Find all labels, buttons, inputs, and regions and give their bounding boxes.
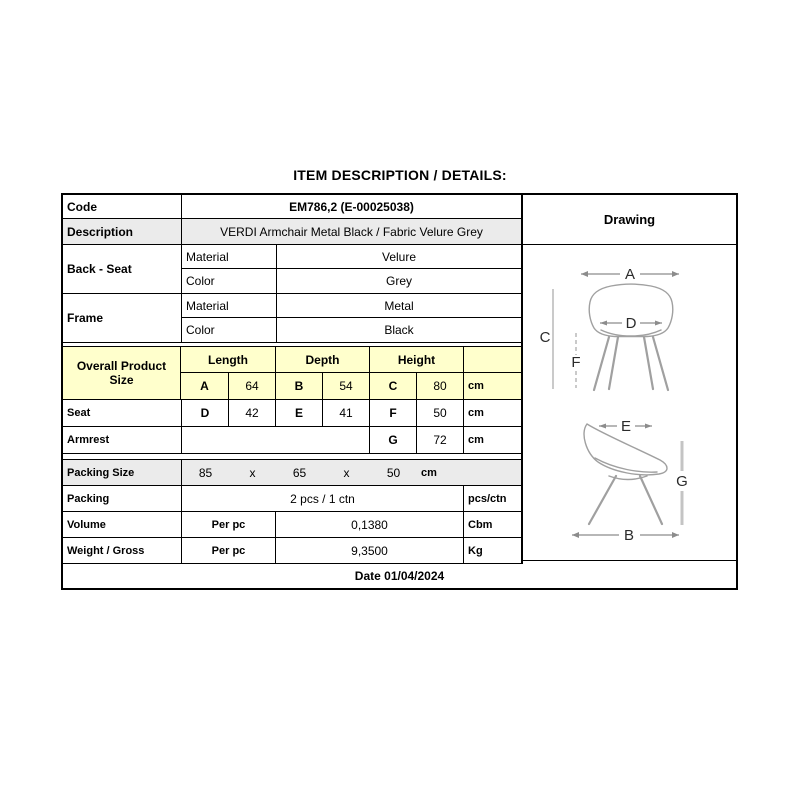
- dim-letter: G: [369, 427, 416, 453]
- packing-size-label: Packing Size: [67, 466, 135, 479]
- dim-value: 72: [416, 427, 463, 453]
- unit-label: cm: [421, 466, 437, 479]
- frame-label: Frame: [67, 311, 104, 325]
- property-name: Color: [186, 274, 215, 288]
- description-value: VERDI Armchair Metal Black / Fabric Velure Grey: [181, 219, 521, 244]
- unit-label: cm: [463, 400, 521, 426]
- date-row: Date 01/04/2024: [354, 569, 445, 583]
- dim-value: 64: [228, 373, 275, 399]
- overall-size-label: Overall Product Size: [76, 358, 167, 387]
- armrest-row: [63, 427, 521, 454]
- size-header-unit-cell: [463, 347, 521, 372]
- table-left-section: [63, 195, 521, 564]
- volume-label: Volume: [67, 518, 106, 531]
- code-label: Code: [67, 199, 97, 214]
- property-value: Black: [276, 318, 521, 342]
- packing-row: [63, 486, 521, 512]
- spec-table: [61, 193, 738, 590]
- packing-dim-value: 65: [292, 465, 307, 480]
- packing-size-row: [63, 460, 521, 486]
- drawing-column: [521, 195, 736, 564]
- dim-letter: B: [275, 373, 322, 399]
- property-name: Color: [186, 323, 215, 337]
- seat-row: [63, 400, 521, 427]
- property-value: Velure: [276, 245, 521, 268]
- dim-letter: E: [275, 400, 322, 426]
- dim-label-f: F: [571, 354, 581, 371]
- dim-label-c: C: [539, 329, 551, 346]
- volume-row: [63, 512, 521, 538]
- size-grid: [180, 347, 521, 399]
- dim-value: 41: [322, 400, 369, 426]
- dim-value: 54: [322, 373, 369, 399]
- per-pc-label: Per pc: [181, 512, 275, 537]
- back-seat-section: [63, 245, 521, 294]
- dim-value: 42: [228, 400, 275, 426]
- weight-label: Weight / Gross: [67, 544, 145, 557]
- dim-label-g: G: [676, 473, 688, 490]
- overall-size-section: [63, 347, 521, 400]
- dim-value: 80: [416, 373, 463, 399]
- dim-letter: D: [181, 400, 228, 426]
- dim-label-a: A: [624, 266, 636, 283]
- table-row: [182, 294, 521, 318]
- seat-label: Seat: [67, 407, 91, 419]
- volume-value: 0,1380: [275, 512, 463, 537]
- table-upper: [63, 195, 736, 564]
- chair-side-legs: [589, 476, 662, 524]
- dim-letter: C: [369, 373, 416, 399]
- packing-value: 2 pcs / 1 ctn: [181, 486, 463, 511]
- overall-size-values-row: [181, 373, 521, 399]
- unit-label: pcs/ctn: [463, 486, 521, 511]
- table-row: [182, 245, 521, 269]
- dim-letter: A: [200, 379, 209, 393]
- size-header-length: Length: [208, 352, 248, 367]
- drawing-header: Drawing: [523, 195, 736, 245]
- packing-dim-sep: x: [343, 465, 350, 480]
- chair-front-legs: [594, 337, 668, 390]
- packing-label: Packing: [67, 492, 110, 505]
- property-name: Material: [186, 298, 229, 313]
- dim-value: 50: [416, 400, 463, 426]
- weight-value: 9,3500: [275, 538, 463, 563]
- frame-rows: [181, 294, 521, 342]
- property-value: Metal: [276, 294, 521, 317]
- unit-label: Cbm: [463, 512, 521, 537]
- table-row: [182, 269, 521, 293]
- size-header-row: [181, 347, 521, 373]
- empty-cell: [181, 427, 369, 453]
- property-name: Material: [186, 249, 229, 264]
- dim-label-e: E: [620, 418, 632, 435]
- packing-size-values: [181, 460, 521, 485]
- table-row: [182, 318, 521, 342]
- table-row: [63, 195, 521, 219]
- back-seat-rows: [181, 245, 521, 293]
- page-title: ITEM DESCRIPTION / DETAILS:: [293, 167, 507, 183]
- packing-dim-sep: x: [249, 465, 256, 480]
- dim-label-d: D: [625, 315, 637, 332]
- armrest-label: Armrest: [67, 434, 110, 446]
- drawing-area: [523, 245, 736, 561]
- unit-label: cm: [463, 427, 521, 453]
- table-row: [63, 219, 521, 245]
- back-seat-label: Back - Seat: [67, 262, 132, 276]
- size-header-height: Height: [369, 347, 463, 372]
- chair-dimension-drawing: [523, 245, 736, 560]
- packing-dim-value: 50: [386, 465, 401, 480]
- dim-label-b: B: [623, 527, 635, 544]
- description-label: Description: [67, 224, 134, 239]
- packing-dim-value: 85: [198, 465, 213, 480]
- frame-section: [63, 294, 521, 343]
- unit-label: cm: [463, 373, 521, 399]
- weight-row: [63, 538, 521, 564]
- unit-label: Kg: [463, 538, 521, 563]
- dim-letter: F: [369, 400, 416, 426]
- property-value: Grey: [276, 269, 521, 293]
- size-header-depth: Depth: [275, 347, 369, 372]
- code-value: EM786,2 (E-00025038): [181, 195, 521, 218]
- per-pc-label: Per pc: [181, 538, 275, 563]
